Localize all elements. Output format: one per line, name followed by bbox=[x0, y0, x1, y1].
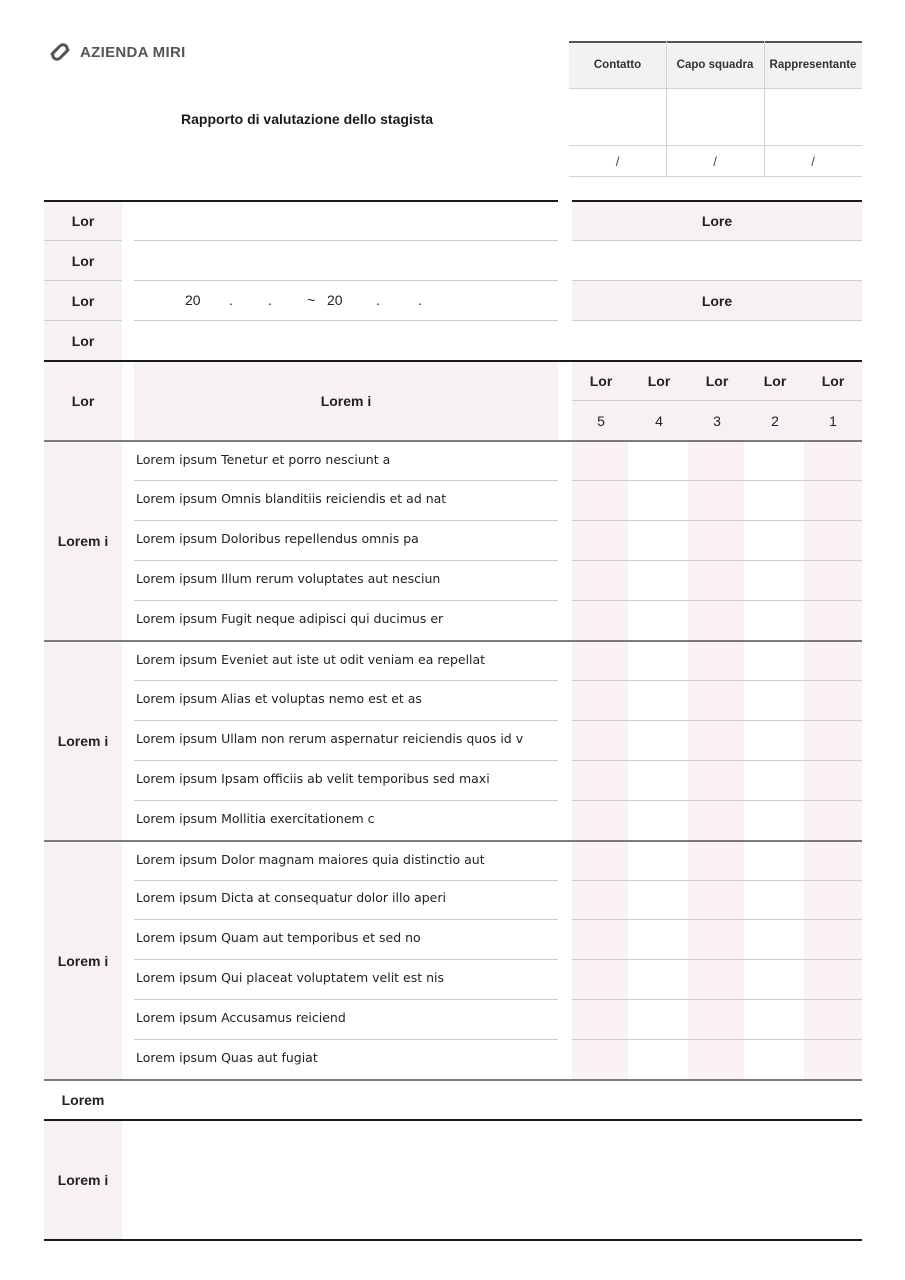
divider bbox=[572, 919, 862, 920]
evaluation-item: Lorem ipsum Illum rerum voluptates aut nesciun bbox=[136, 571, 441, 586]
evaluation-item: Lorem ipsum Doloribus repellendus omnis pa bbox=[136, 531, 419, 546]
rating-header-label: Lor bbox=[589, 373, 613, 389]
rating-value: 1 bbox=[829, 413, 837, 429]
evaluation-item: Lorem ipsum Eveniet aut iste ut odit veniam ea repellat bbox=[136, 652, 486, 667]
divider bbox=[134, 560, 558, 561]
total-label: Lorem bbox=[61, 1091, 105, 1108]
divider bbox=[134, 880, 558, 881]
divider bbox=[134, 600, 558, 601]
evaluation-item: Lorem ipsum Qui placeat voluptatem velit est nis bbox=[136, 970, 445, 985]
info-field[interactable] bbox=[572, 321, 862, 360]
period-dot: . bbox=[418, 292, 422, 308]
comment-field[interactable] bbox=[134, 1121, 862, 1239]
evaluation-item: Lorem ipsum Accusamus reiciend bbox=[136, 1010, 346, 1025]
approval-header: Contatto bbox=[569, 41, 666, 89]
divider bbox=[572, 520, 862, 521]
period-start-year: 20 bbox=[185, 292, 201, 308]
approval-box bbox=[569, 41, 862, 177]
evaluation-item: Lorem ipsum Dicta at consequatur dolor illo aperi bbox=[136, 890, 446, 905]
document-title: Rapporto di valutazione dello stagista bbox=[181, 111, 434, 127]
info-field[interactable] bbox=[134, 241, 558, 280]
divider bbox=[572, 480, 862, 481]
items-header: Lorem i bbox=[320, 393, 372, 409]
info-field[interactable] bbox=[134, 201, 558, 240]
period-dot: . bbox=[376, 292, 380, 308]
signature-field[interactable] bbox=[569, 89, 666, 146]
section-label: Lorem i bbox=[57, 952, 109, 969]
rating-header-label: Lor bbox=[763, 373, 787, 389]
approval-column-capo-squadra bbox=[666, 41, 764, 177]
signature-field[interactable] bbox=[764, 89, 862, 146]
divider bbox=[134, 999, 558, 1000]
divider bbox=[134, 720, 558, 721]
approval-header: Capo squadra bbox=[666, 41, 764, 89]
category-header: Lor bbox=[71, 393, 95, 409]
comment-label: Lorem i bbox=[57, 1172, 109, 1188]
approval-column-rappresentante bbox=[764, 41, 862, 177]
divider bbox=[572, 680, 862, 681]
rating-header-label: Lor bbox=[821, 373, 845, 389]
signature-field[interactable] bbox=[666, 89, 764, 146]
evaluation-item: Lorem ipsum Alias et voluptas nemo est et as bbox=[136, 691, 422, 706]
divider bbox=[569, 41, 862, 43]
divider bbox=[134, 480, 558, 481]
divider bbox=[572, 560, 862, 561]
divider bbox=[572, 760, 862, 761]
divider bbox=[572, 959, 862, 960]
info-label: Lor bbox=[71, 253, 95, 269]
divider bbox=[134, 919, 558, 920]
approval-column-contatto bbox=[569, 41, 666, 177]
rating-column-3[interactable] bbox=[688, 441, 744, 1081]
info-right-label: Lore bbox=[701, 213, 733, 229]
evaluation-item: Lorem ipsum Mollitia exercitationem c bbox=[136, 811, 375, 826]
evaluation-item: Lorem ipsum Quam aut temporibus et sed no bbox=[136, 930, 421, 945]
divider bbox=[134, 520, 558, 521]
rating-column-4[interactable] bbox=[630, 441, 686, 1081]
period-separator: ~ bbox=[307, 292, 316, 308]
evaluation-item: Lorem ipsum Ullam non rerum aspernatur reiciendis quos id v bbox=[136, 731, 524, 746]
divider bbox=[134, 760, 558, 761]
evaluation-item: Lorem ipsum Ipsam officiis ab velit temporibus sed maxi bbox=[136, 771, 490, 786]
info-label: Lor bbox=[71, 213, 95, 229]
approval-date-field[interactable]: / bbox=[569, 146, 666, 177]
rating-value: 4 bbox=[655, 413, 663, 429]
period-dot: . bbox=[268, 292, 272, 308]
divider bbox=[44, 840, 862, 842]
divider bbox=[134, 959, 558, 960]
divider bbox=[44, 1239, 862, 1241]
divider bbox=[134, 1039, 558, 1040]
info-field[interactable] bbox=[134, 321, 558, 360]
divider bbox=[134, 800, 558, 801]
section-label: Lorem i bbox=[57, 533, 109, 549]
evaluation-item: Lorem ipsum Fugit neque adipisci qui ducimus er bbox=[136, 611, 444, 626]
approval-date-field[interactable]: / bbox=[764, 146, 862, 177]
divider bbox=[134, 680, 558, 681]
divider bbox=[44, 440, 862, 442]
link-chain-icon bbox=[48, 40, 72, 64]
company-logo bbox=[48, 40, 186, 64]
divider bbox=[44, 640, 862, 642]
rating-column-2[interactable] bbox=[746, 441, 802, 1081]
approval-date-field[interactable]: / bbox=[666, 146, 764, 177]
divider bbox=[764, 41, 765, 177]
rating-column-5[interactable] bbox=[572, 441, 628, 1081]
rating-value: 3 bbox=[713, 413, 721, 429]
rating-header-label: Lor bbox=[705, 373, 729, 389]
divider bbox=[572, 600, 862, 601]
divider bbox=[572, 880, 862, 881]
evaluation-item: Lorem ipsum Quas aut fugiat bbox=[136, 1050, 318, 1065]
period-dot: . bbox=[229, 292, 233, 308]
info-field[interactable] bbox=[572, 241, 862, 280]
evaluation-item: Lorem ipsum Tenetur et porro nesciunt a bbox=[136, 452, 391, 467]
divider bbox=[666, 41, 667, 177]
rating-header-label: Lor bbox=[647, 373, 671, 389]
total-field[interactable] bbox=[134, 1080, 862, 1119]
rating-value: 2 bbox=[771, 413, 779, 429]
period-end-year: 20 bbox=[327, 292, 343, 308]
info-label: Lor bbox=[71, 293, 95, 309]
rating-value: 5 bbox=[597, 413, 605, 429]
rating-column-1[interactable] bbox=[804, 441, 862, 1081]
company-name: AZIENDA MIRI bbox=[80, 43, 186, 61]
divider bbox=[572, 999, 862, 1000]
evaluation-item: Lorem ipsum Dolor magnam maiores quia distinctio aut bbox=[136, 852, 485, 867]
evaluation-item: Lorem ipsum Omnis blanditiis reiciendis et ad nat bbox=[136, 491, 447, 506]
divider bbox=[572, 720, 862, 721]
approval-header: Rappresentante bbox=[764, 41, 862, 89]
divider bbox=[134, 280, 558, 281]
divider bbox=[572, 1039, 862, 1040]
section-label: Lorem i bbox=[57, 733, 109, 749]
info-label: Lor bbox=[71, 333, 95, 349]
info-right-label: Lore bbox=[701, 293, 733, 309]
divider bbox=[572, 800, 862, 801]
